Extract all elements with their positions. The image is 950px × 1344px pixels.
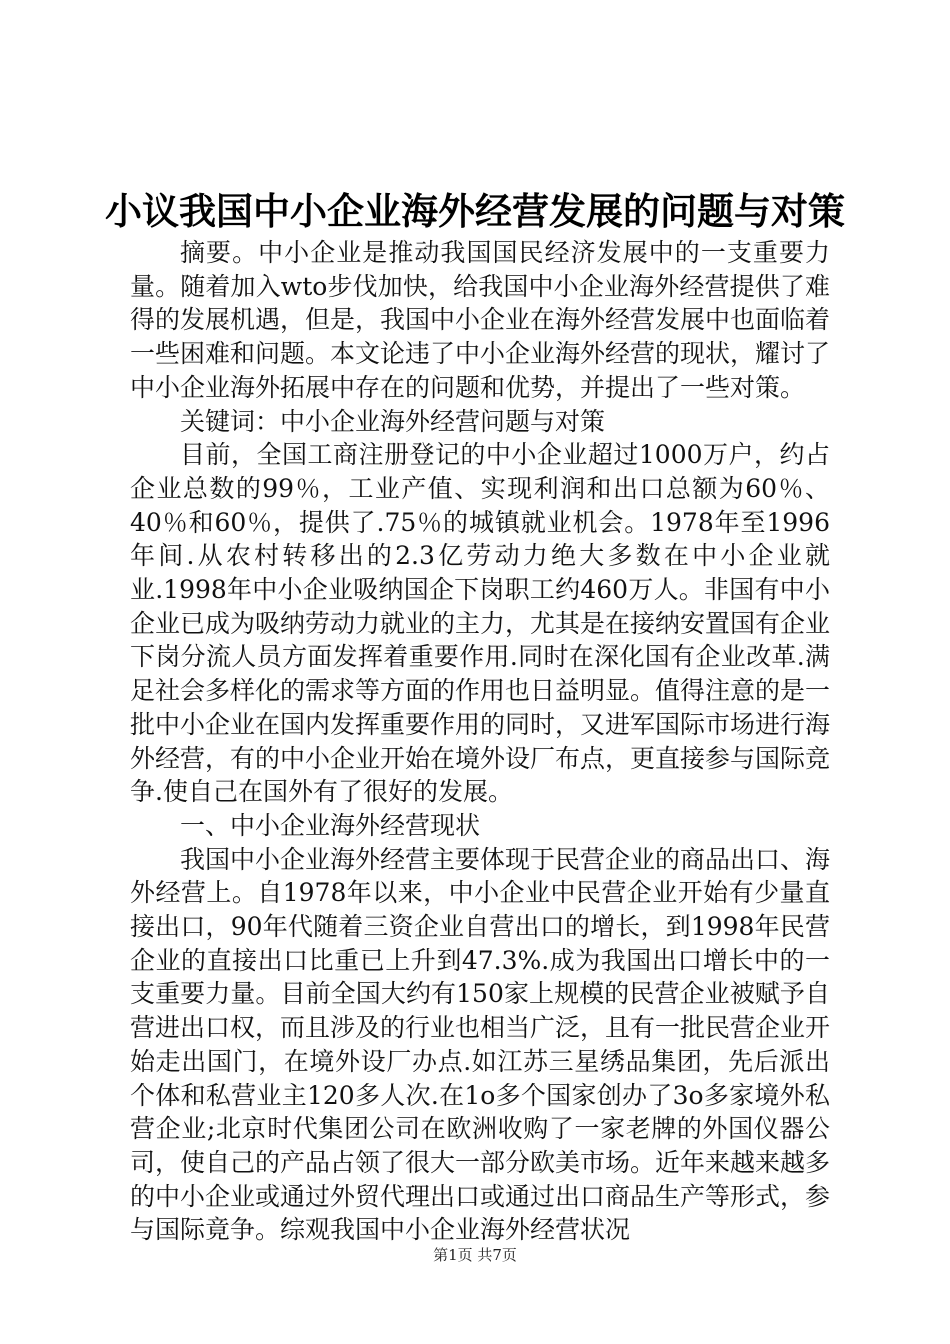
section-heading: 一、中小企业海外经营现状 — [180, 810, 481, 840]
paragraph-keywords: 关键词：中小企业海外经营问题与对策 — [180, 406, 606, 436]
page-footer: 第1页 共7页 — [433, 1246, 517, 1264]
paragraph-abstract: 摘要。中小企业是推动我国国民经济发展中的一支重要力量。随着加入wto步伐加快，给我国中小企业海外经营提供了难得的发展机遇，但是，我国中小企业在海外经营发展中也面临着一些困难和问题。本文论违了中小企业海外经营的现状，耀讨了中小企业海外拓展中存在的问题和优势，并提出了一些对策。 — [130, 238, 831, 402]
document-body — [130, 236, 830, 1247]
paragraph-intro: 目前，全国工商注册登记的中小企业超过1000万户，约占企业总数的99％，工业产值、实现利润和出口总额为60％、40％和60％，提供了.75％的城镇就业机会。1978年至1996年间.从农村转移出的2.3亿劳动力绝大多数在中小企业就业.1998年中小企业吸纳国企下岗职工约460万人。非国有中小企业已成为吸纳劳动力就业的主力，尤其是在接纳安置国有企业下岗分流人员方面发挥着重要作用.同时在深化国有企业改革.满足社会多样化的需求等方面的作用也日益明显。值得注意的是一批中小企业在国内发挥重要作用的同时，又进军国际市场进行海外经营，有的中小企业开始在境外设厂布点，更直接参与国际竞争.使自己在国外有了很好的发展。 — [130, 440, 831, 807]
document-title: 小议我国中小企业海外经营发展的问题与对策 — [105, 189, 845, 233]
paragraph-status: 我国中小企业海外经营主要体现于民营企业的商品出口、海外经营上。自1978年以来，中小企业中民营企业开始有少量直接出口，90年代随着三资企业自营出口的增长，到1998年民营企业的直接出口比重已上升到47.3%.成为我国出口增长中的一支重要力量。目前全国大约有150家上规模的民营企业被赋予自营进出口权，而且涉及的行业也相当广泛，且有一批民营企业开始走出国门，在境外设厂办点.如江苏三星绣品集团，先后派出个体和私营业主120多人次.在1o多个国家创办了3o多家境外私营企业;北京时代集团公司在欧洲收购了一家老牌的外国仪器公司，使自己的产品占领了很大一部分欧美市场。近年来越来越多的中小企业或通过外贸代理出口或通过出口商品生产等形式，参与国际竟争。综观我国中小企业海外经营状况 — [130, 844, 831, 1245]
